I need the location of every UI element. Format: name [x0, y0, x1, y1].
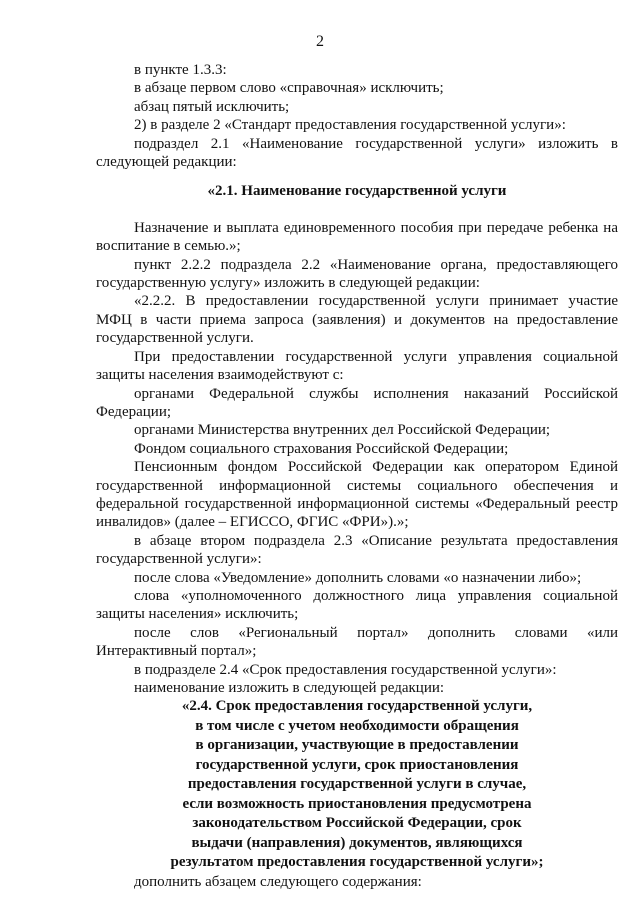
- paragraph: после слова «Уведомление» дополнить словами «о назначении либо»;: [134, 569, 582, 586]
- heading-line: государственной услуги, срок приостановления: [195, 756, 519, 773]
- paragraph: дополнить абзацем следующего содержания:: [134, 873, 422, 890]
- paragraph: Пенсионным фондом Российской Федерации как оператором Единой государственной информационной системы социального обеспечения и федеральной государственной информационной системы «Федеральный реестр инвалидов» (далее – ЕГИССО, ФГИС «ФРИ»).»;: [96, 459, 618, 531]
- paragraph: При предоставлении государственной услуги управления социальной защиты населения взаимодействуют с:: [96, 348, 618, 384]
- section-heading-2-1: «2.1. Наименование государственной услуги: [207, 183, 507, 200]
- paragraph: в подразделе 2.4 «Срок предоставления государственной услуги»:: [134, 661, 557, 678]
- paragraph: Назначение и выплата единовременного пособия при передаче ребенка на воспитание в семью.»;: [96, 219, 618, 255]
- section-heading-2-4: [96, 697, 618, 873]
- document-body: [96, 61, 618, 891]
- heading-line: выдачи (направления) документов, являющихся: [191, 834, 523, 851]
- heading-line: если возможность приостановления предусмотрена: [182, 795, 532, 812]
- heading-line: в том числе с учетом необходимости обращения: [195, 717, 519, 734]
- heading-line: результатом предоставления государственной услуги»;: [170, 854, 544, 871]
- paragraph: органами Федеральной службы исполнения наказаний Российской Федерации;: [96, 385, 618, 420]
- paragraph: абзац пятый исключить;: [134, 98, 290, 115]
- paragraph: 2) в разделе 2 «Стандарт предоставления государственной услуги»:: [134, 117, 566, 134]
- heading-line: предоставления государственной услуги в случае,: [187, 776, 527, 793]
- paragraph: слова «уполномоченного должностного лица управления социальной защиты населения» исключить;: [96, 587, 618, 623]
- heading-line: «2.4. Срок предоставления государственной услуги,: [181, 698, 533, 715]
- paragraph: подраздел 2.1 «Наименование государственной услуги» изложить в следующей редакции:: [96, 135, 618, 171]
- page-number: 2: [316, 33, 324, 50]
- paragraph: в абзаце втором подраздела 2.3 «Описание результата предоставления государственной услуги»:: [96, 532, 618, 568]
- paragraph: «2.2.2. В предоставлении государственной услуги принимает участие МФЦ в части приема запроса (заявления) и документов на предоставление государственной услуги.: [96, 293, 618, 347]
- paragraph: наименование изложить в следующей редакции:: [134, 680, 445, 696]
- paragraph: пункт 2.2.2 подраздела 2.2 «Наименование органа, предоставляющего государственную услугу» изложить в следующей редакции:: [96, 256, 618, 292]
- paragraph: Фондом социального страхования Российской Федерации;: [134, 440, 509, 457]
- heading-line: в организации, участвующие в предоставлении: [195, 737, 519, 754]
- paragraph: в абзаце первом слово «справочная» исключить;: [134, 80, 444, 97]
- heading-line: законодательством Российской Федерации, срок: [192, 815, 522, 832]
- paragraph: после слов «Региональный портал» дополнить словами «или Интерактивный портал»;: [96, 624, 618, 660]
- paragraph: органами Министерства внутренних дел Российской Федерации;: [134, 422, 551, 439]
- paragraph: в пункте 1.3.3:: [134, 62, 227, 78]
